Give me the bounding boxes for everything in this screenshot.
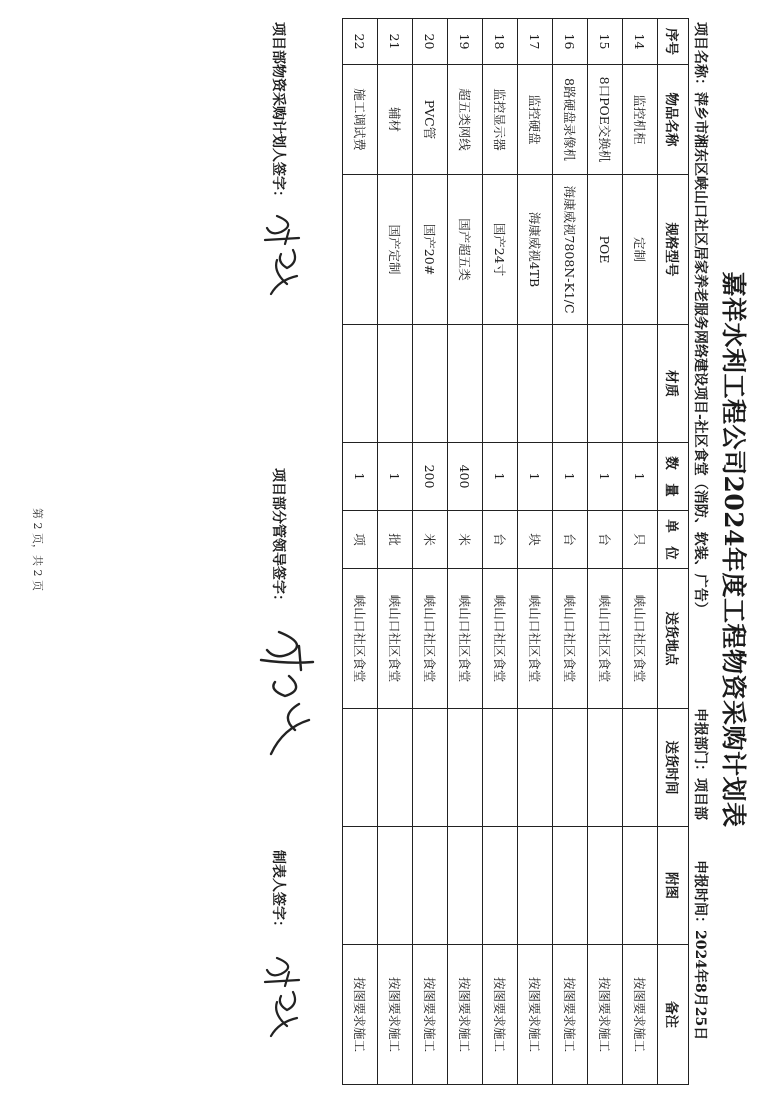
cell-material (378, 325, 413, 443)
cell-remark: 按图要求施工 (378, 945, 413, 1085)
table-row (553, 19, 588, 1085)
cell-name: PVC管 (413, 65, 448, 175)
cell-qty: 1 (378, 443, 413, 511)
cell-spec (343, 175, 378, 325)
cell-remark: 按图要求施工 (518, 945, 553, 1085)
cell-place: 峡山口社区食堂 (483, 569, 518, 709)
cell-remark: 按图要求施工 (413, 945, 448, 1085)
cell-name: 8路硬盘录像机 (553, 65, 588, 175)
cell-time (483, 709, 518, 827)
cell-figure (518, 827, 553, 945)
leader-signature-label: 项目部分管领导签字： (270, 468, 286, 608)
cell-place: 峡山口社区食堂 (623, 569, 658, 709)
page-footer: 第 2 页，共 2 页 (31, 508, 44, 591)
cell-qty: 200 (413, 443, 448, 511)
cell-material (588, 325, 623, 443)
cell-figure (483, 827, 518, 945)
cell-spec: 海康威视4TB (518, 175, 553, 325)
buyer-signature-label: 项目部物资采购计划人签字： (270, 22, 286, 204)
cell-no: 20 (413, 19, 448, 65)
cell-unit: 台 (553, 511, 588, 569)
cell-place: 峡山口社区食堂 (413, 569, 448, 709)
cell-spec: 海康威视7808N-K1/C (553, 175, 588, 325)
cell-unit: 米 (413, 511, 448, 569)
table-row (623, 19, 658, 1085)
cell-time (588, 709, 623, 827)
cell-qty: 1 (343, 443, 378, 511)
department: 申报部门：项目部 (692, 708, 708, 820)
cell-unit: 米 (448, 511, 483, 569)
cell-figure (553, 827, 588, 945)
cell-figure (378, 827, 413, 945)
cell-unit: 台 (483, 511, 518, 569)
cell-figure (413, 827, 448, 945)
cell-place: 峡山口社区食堂 (588, 569, 623, 709)
maker-signature-label: 制表人签字： (270, 850, 286, 934)
cell-qty: 1 (553, 443, 588, 511)
table-row (413, 19, 448, 1085)
cell-figure (588, 827, 623, 945)
cell-remark: 按图要求施工 (623, 945, 658, 1085)
col-header-qty: 数 量 (658, 443, 689, 511)
cell-spec: 国产定制 (378, 175, 413, 325)
table-row (378, 19, 413, 1085)
col-header-place: 送货地点 (658, 569, 689, 709)
cell-name: 监控硬盘 (518, 65, 553, 175)
cell-material (483, 325, 518, 443)
project-name: 项目名称：萍乡市湘东区峡山口社区居家养老服务网络建设项目-社区食堂（消防、软装、广告） (692, 22, 708, 616)
cell-name: 辅材 (378, 65, 413, 175)
cell-qty: 1 (588, 443, 623, 511)
cell-spec: 国产20# (413, 175, 448, 325)
cell-no: 22 (343, 19, 378, 65)
cell-time (448, 709, 483, 827)
table-row (343, 19, 378, 1085)
cell-figure (623, 827, 658, 945)
cell-unit: 台 (588, 511, 623, 569)
cell-qty: 1 (623, 443, 658, 511)
cell-no: 18 (483, 19, 518, 65)
table-row (483, 19, 518, 1085)
cell-remark: 按图要求施工 (588, 945, 623, 1085)
cell-qty: 1 (483, 443, 518, 511)
cell-name: 监控显示器 (483, 65, 518, 175)
cell-time (623, 709, 658, 827)
cell-spec: 国产24寸 (483, 175, 518, 325)
cell-material (343, 325, 378, 443)
cell-unit: 批 (378, 511, 413, 569)
maker-handwritten-signature (261, 952, 307, 1042)
cell-place: 峡山口社区食堂 (518, 569, 553, 709)
cell-qty: 400 (448, 443, 483, 511)
cell-no: 17 (518, 19, 553, 65)
procurement-table (342, 18, 689, 1085)
cell-no: 19 (448, 19, 483, 65)
cell-spec: POE (588, 175, 623, 325)
cell-no: 14 (623, 19, 658, 65)
buyer-handwritten-signature (261, 210, 307, 300)
table-row (448, 19, 483, 1085)
cell-time (553, 709, 588, 827)
cell-time (343, 709, 378, 827)
col-header-remark: 备注 (658, 945, 689, 1085)
cell-name: 超五类网线 (448, 65, 483, 175)
cell-remark: 按图要求施工 (483, 945, 518, 1085)
cell-place: 峡山口社区食堂 (378, 569, 413, 709)
cell-unit: 项 (343, 511, 378, 569)
col-header-material: 材质 (658, 325, 689, 443)
cell-figure (343, 827, 378, 945)
cell-qty: 1 (518, 443, 553, 511)
cell-time (413, 709, 448, 827)
cell-no: 15 (588, 19, 623, 65)
cell-figure (448, 827, 483, 945)
cell-material (553, 325, 588, 443)
declaration-date: 申报时间：2024年8月25日 (692, 860, 708, 1041)
cell-no: 16 (553, 19, 588, 65)
document-title: 嘉祥水利工程公司2024年度工程物资采购计划表 (719, 271, 748, 828)
col-header-name: 物品名称 (658, 65, 689, 175)
cell-remark: 按图要求施工 (343, 945, 378, 1085)
table-row (588, 19, 623, 1085)
cell-spec: 定制 (623, 175, 658, 325)
cell-time (378, 709, 413, 827)
leader-handwritten-signature (257, 624, 319, 764)
cell-place: 峡山口社区食堂 (343, 569, 378, 709)
table-header-row (658, 19, 689, 1085)
col-header-unit: 单 位 (658, 511, 689, 569)
cell-material (413, 325, 448, 443)
cell-unit: 只 (623, 511, 658, 569)
cell-name: 监控机柜 (623, 65, 658, 175)
cell-unit: 块 (518, 511, 553, 569)
col-header-time: 送货时间 (658, 709, 689, 827)
cell-name: 施工调试费 (343, 65, 378, 175)
cell-no: 21 (378, 19, 413, 65)
cell-place: 峡山口社区食堂 (448, 569, 483, 709)
cell-time (518, 709, 553, 827)
cell-name: 8口POE交换机 (588, 65, 623, 175)
cell-material (518, 325, 553, 443)
col-header-no: 序号 (658, 19, 689, 65)
table-row (518, 19, 553, 1085)
cell-remark: 按图要求施工 (553, 945, 588, 1085)
cell-remark: 按图要求施工 (448, 945, 483, 1085)
col-header-figure: 附图 (658, 827, 689, 945)
cell-material (623, 325, 658, 443)
col-header-spec: 规格型号 (658, 175, 689, 325)
cell-place: 峡山口社区食堂 (553, 569, 588, 709)
cell-material (448, 325, 483, 443)
cell-spec: 国产超五类 (448, 175, 483, 325)
